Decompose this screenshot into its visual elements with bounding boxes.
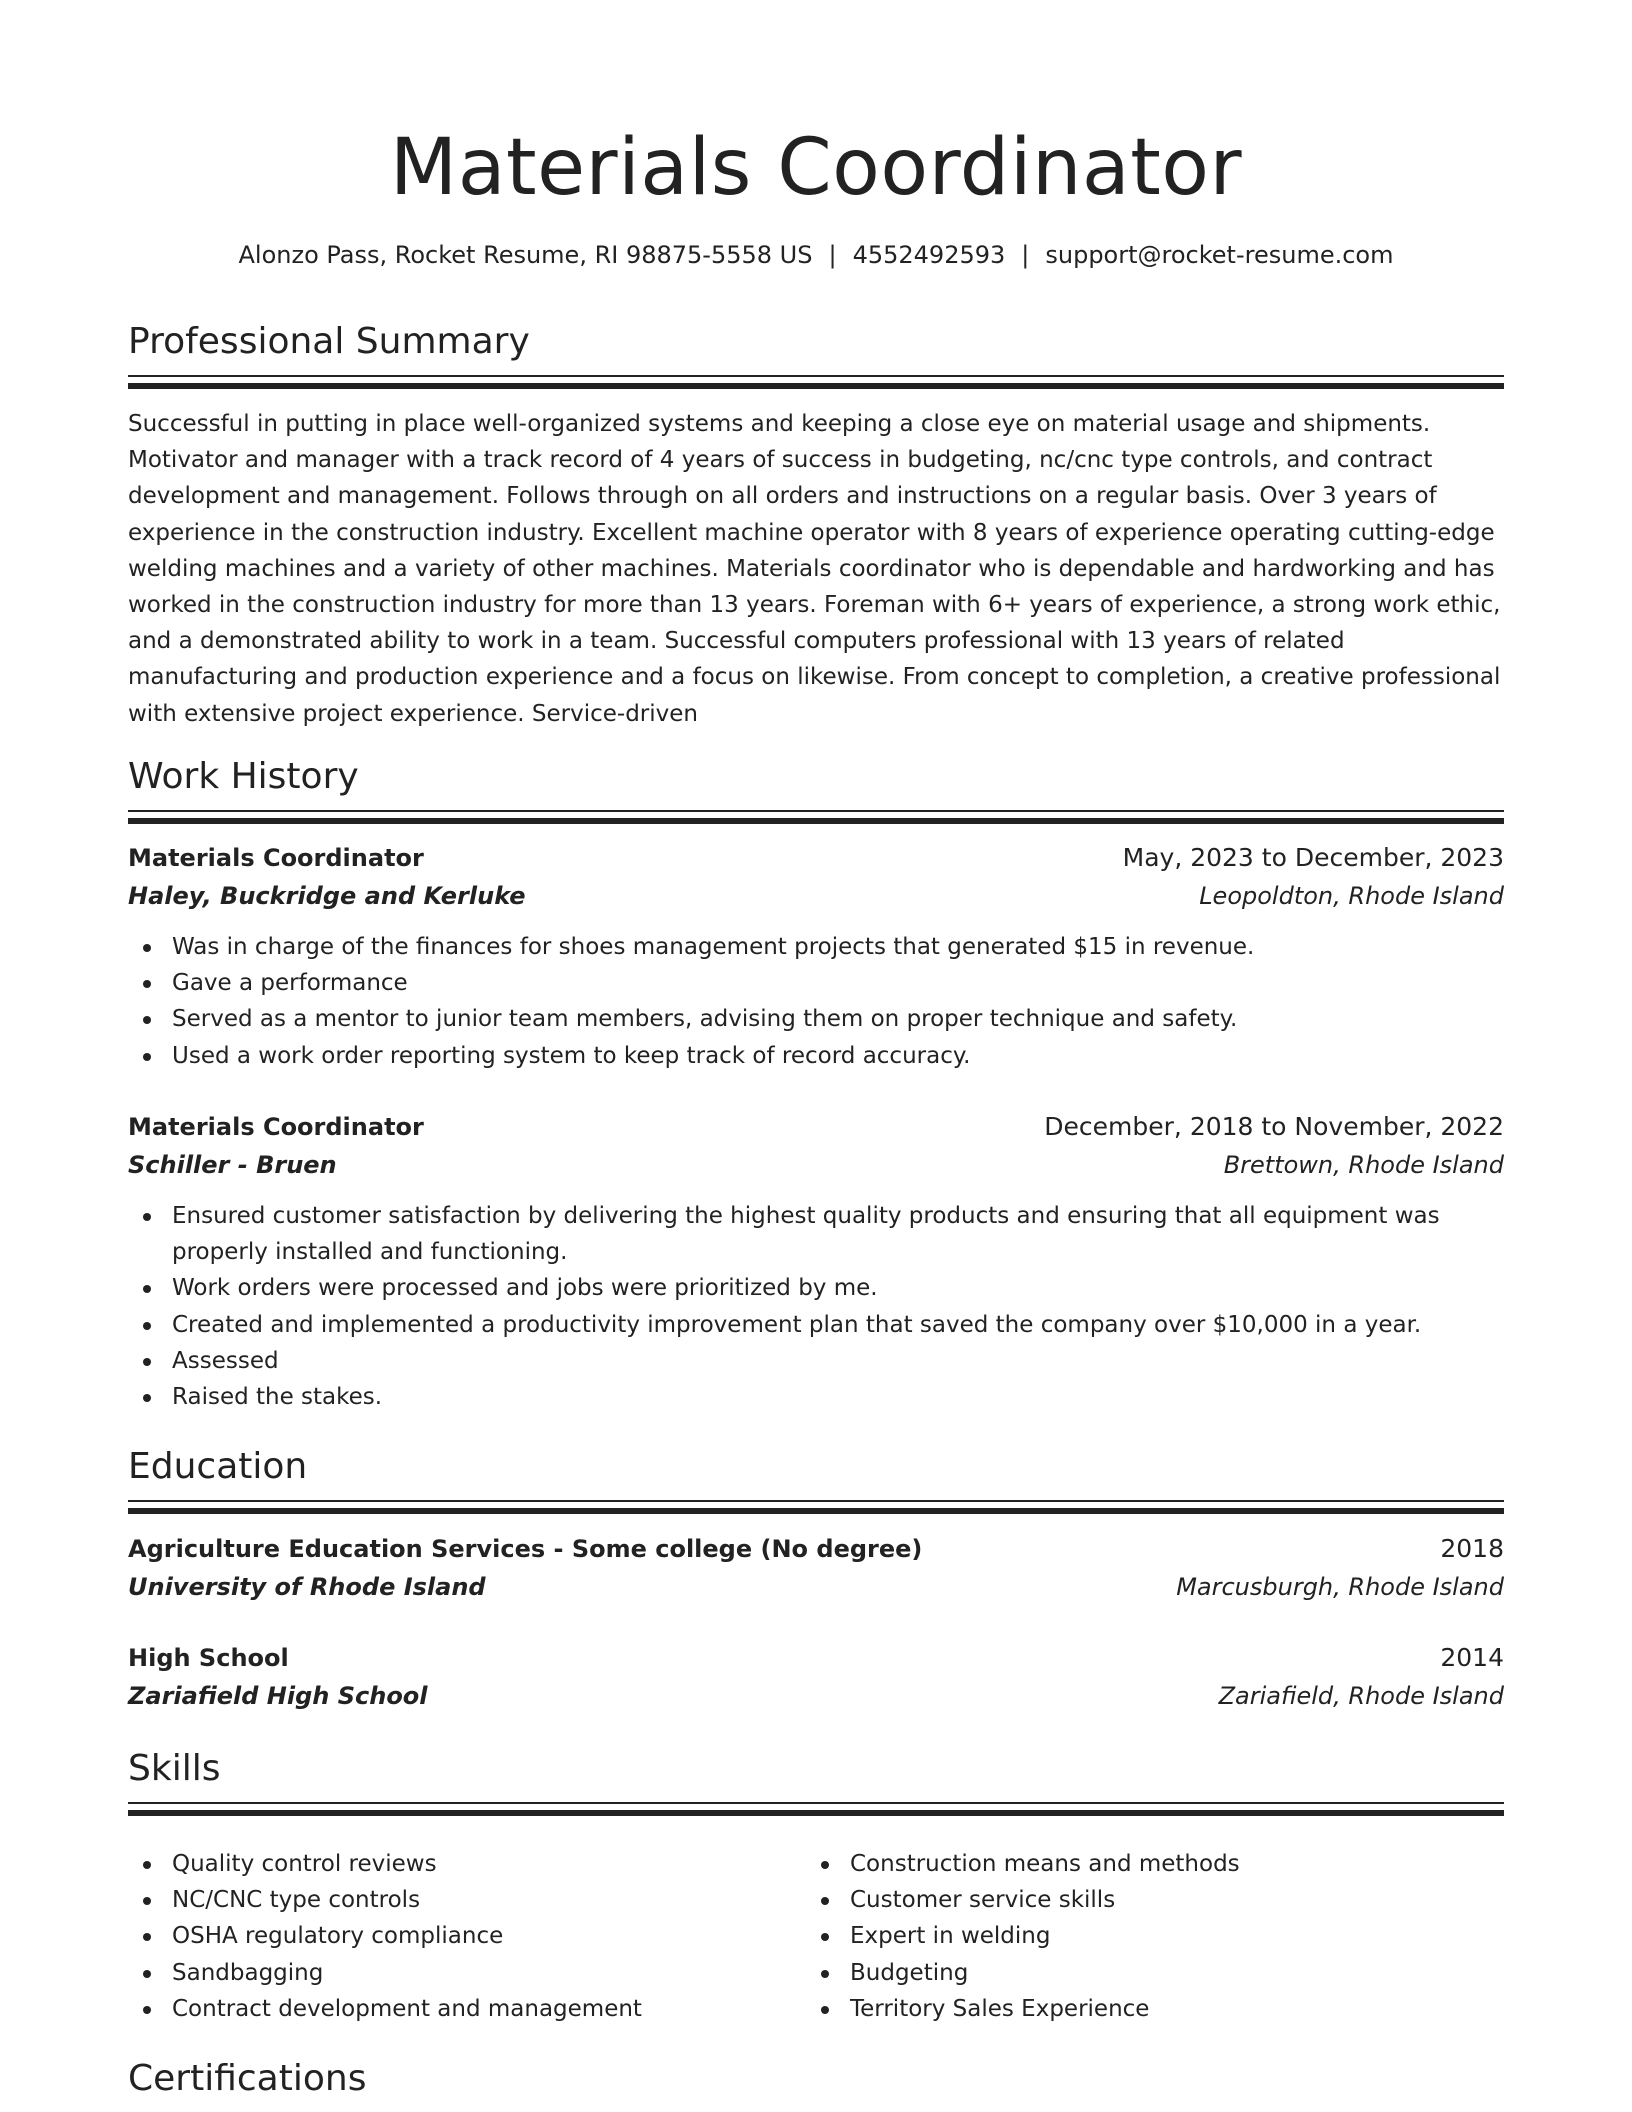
skills-column-right <box>806 1846 1484 2027</box>
education-school: University of Rhode Island <box>128 1573 486 1601</box>
bullet-item: Gave a performance <box>128 965 1504 1001</box>
section-title-work-history: Work History <box>128 756 359 797</box>
resume-title: Materials Coordinator <box>389 123 1243 213</box>
section-title-education: Education <box>128 1446 308 1487</box>
section-title-summary: Professional Summary <box>128 321 530 362</box>
education-location: Zariafield, Rhode Island <box>1218 1682 1504 1710</box>
job-location: Leopoldton, Rhode Island <box>1199 882 1504 910</box>
skills-list <box>128 1846 1504 2027</box>
section-title-skills: Skills <box>128 1748 221 1789</box>
education-year: 2014 <box>1440 1643 1504 1672</box>
job-dates: May, 2023 to December, 2023 <box>1122 843 1504 872</box>
skill-item: Budgeting <box>806 1955 1484 1991</box>
skill-item: Expert in welding <box>806 1918 1484 1954</box>
summary-text: Successful in putting in place well-organized systems and keeping a close eye on material usage and shipments. Motivator and manager with a track record of 4 years of success in budgeting, nc/cnc type controls, and contract development and management. Follows through on all orders and instructions on a regular basis. Over 3 years of experience in the construction industry. Excellent machine operator with 8 years of experience operating cutting-edge welding machines and a variety of other machines. Materials coordinator who is dependable and hardworking and has worked in the construction industry for more than 13 years. Foreman with 6+ years of experience, a strong work ethic, and a demonstrated ability to work in a team. Successful computers professional with 13 years of related manufacturing and production experience and a focus on likewise. From concept to completion, a creative professional with extensive project experience. Service-driven <box>128 411 1501 727</box>
section-divider <box>128 1500 1504 1502</box>
bullet-item: Ensured customer satisfaction by delivering the highest quality products and ensuring that all equipment was properly installed and functioning. <box>128 1198 1504 1270</box>
job-company: Haley, Buckridge and Kerluke <box>128 882 526 910</box>
education-location: Marcusburgh, Rhode Island <box>1176 1573 1504 1601</box>
skill-item: Sandbagging <box>128 1955 806 1991</box>
job-entry <box>128 839 1504 1074</box>
skill-item: NC/CNC type controls <box>128 1882 806 1918</box>
section-divider <box>128 810 1504 812</box>
bullet-item: Served as a mentor to junior team members, advising them on proper technique and safety. <box>128 1001 1504 1037</box>
bullet-item: Raised the stakes. <box>128 1379 1504 1415</box>
contact-line <box>128 238 1504 272</box>
bullet-item: Assessed <box>128 1343 1504 1379</box>
section-divider <box>128 1802 1504 1804</box>
contact-separator: | <box>828 241 837 269</box>
contact-separator: | <box>1021 241 1030 269</box>
job-bullets <box>128 1198 1504 1415</box>
education-entry <box>128 1530 1504 1606</box>
job-bullets <box>128 929 1504 1074</box>
skill-item: Contract development and management <box>128 1991 806 2027</box>
skill-item: OSHA regulatory compliance <box>128 1918 806 1954</box>
job-entry <box>128 1108 1504 1415</box>
job-company: Schiller - Bruen <box>128 1151 337 1179</box>
job-dates: December, 2018 to November, 2022 <box>1044 1112 1504 1141</box>
bullet-item: Work orders were processed and jobs were prioritized by me. <box>128 1270 1504 1306</box>
section-title-certifications: Certifications <box>128 2058 367 2099</box>
skill-item: Construction means and methods <box>806 1846 1484 1882</box>
section-divider <box>128 375 1504 377</box>
education-year: 2018 <box>1440 1534 1504 1563</box>
job-title: Materials Coordinator <box>128 844 424 872</box>
job-location: Brettown, Rhode Island <box>1223 1151 1504 1179</box>
contact-address: Alonzo Pass, Rocket Resume, RI 98875-5558 US <box>238 241 813 269</box>
education-degree: Agriculture Education Services - Some college (No degree) <box>128 1535 923 1563</box>
contact-email[interactable]: support@rocket-resume.com <box>1045 241 1394 269</box>
bullet-item: Used a work order reporting system to keep track of record accuracy. <box>128 1038 1504 1074</box>
education-entry <box>128 1639 1504 1715</box>
skill-item: Territory Sales Experience <box>806 1991 1484 2027</box>
skills-column-left <box>128 1846 806 2027</box>
education-degree: High School <box>128 1644 289 1672</box>
job-title: Materials Coordinator <box>128 1113 424 1141</box>
education-school: Zariafield High School <box>128 1682 428 1710</box>
skill-item: Customer service skills <box>806 1882 1484 1918</box>
contact-phone: 4552492593 <box>852 241 1006 269</box>
bullet-item: Created and implemented a productivity improvement plan that saved the company over $10,000 in a year. <box>128 1307 1504 1343</box>
bullet-item: Was in charge of the finances for shoes management projects that generated $15 in revenue. <box>128 929 1504 965</box>
skill-item: Quality control reviews <box>128 1846 806 1882</box>
